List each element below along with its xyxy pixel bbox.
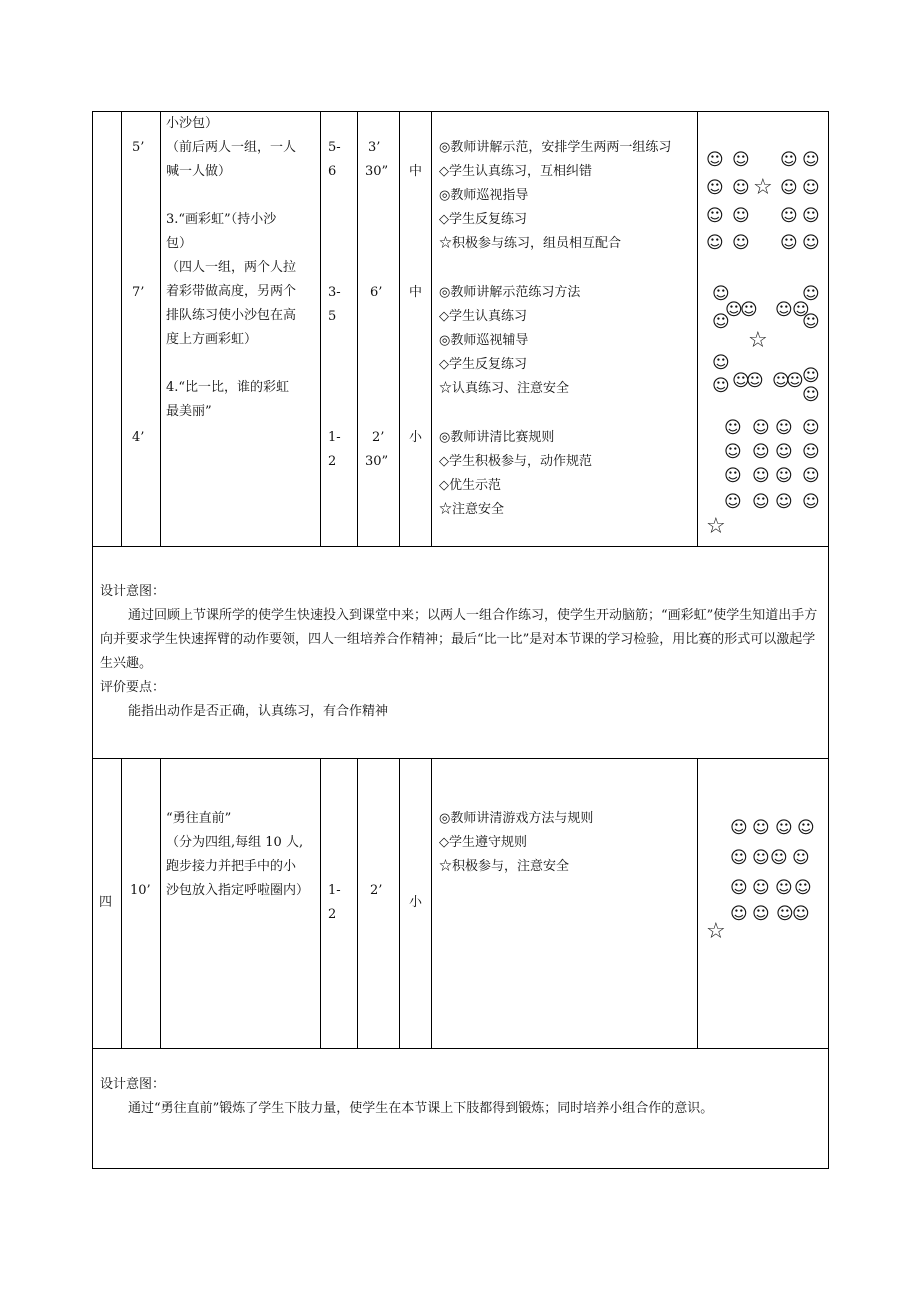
student-smiley-icon: ☺ xyxy=(802,366,820,386)
design-intent-label: 设计意图： xyxy=(100,584,166,599)
student-smiley-icon: ☺ xyxy=(712,376,730,396)
intensity-cell: 中 xyxy=(409,164,423,179)
student-smiley-icon: ☺ xyxy=(802,466,820,486)
student-smiley-icon: ☺ xyxy=(725,300,743,320)
section-number: 四 xyxy=(99,895,113,910)
student-smiley-icon: ☺ xyxy=(752,492,770,512)
student-smiley-icon: ☺ xyxy=(732,150,750,170)
content-cell: 小沙包） （前后两人一组，一人 喊一人做） 3.“画彩虹”（持小沙 包） （四人一组，两个人拉 着彩带做高度，另两个 排队练习使小沙包在高 度上方画彩虹） 4.“比一比，谁的彩虹 最美丽” xyxy=(166,116,297,419)
student-smiley-icon: ☺ xyxy=(786,371,804,391)
organization-line: ◇学生反复练习 xyxy=(439,212,527,227)
col-divider xyxy=(320,758,321,1048)
evaluation-text: 能指出动作是否正确，认真练习，有合作精神 xyxy=(128,704,389,719)
student-smiley-icon: ☺ xyxy=(724,492,742,512)
organization-line: ◇学生积极参与，动作规范 xyxy=(439,454,592,469)
col-divider xyxy=(431,111,432,546)
student-smiley-icon: ☺ xyxy=(730,878,748,898)
student-smiley-icon: ☺ xyxy=(792,904,810,924)
student-smiley-icon: ☺ xyxy=(752,466,770,486)
col-divider xyxy=(697,758,698,1048)
student-smiley-icon: ☺ xyxy=(730,848,748,868)
student-smiley-icon: ☺ xyxy=(740,300,758,320)
student-smiley-icon: ☺ xyxy=(706,150,724,170)
duration-cell: 2’ xyxy=(370,883,383,898)
col-divider xyxy=(320,111,321,546)
col-divider xyxy=(160,758,161,1048)
student-smiley-icon: ☺ xyxy=(780,178,798,198)
organization-line: ◎教师讲清游戏方法与规则 xyxy=(439,811,594,826)
organization-line: ☆积极参与练习，组员相互配合 xyxy=(439,236,622,251)
col-divider xyxy=(357,758,358,1048)
col-divider xyxy=(357,111,358,546)
student-smiley-icon: ☺ xyxy=(802,150,820,170)
organization-line: ◇学生遵守规则 xyxy=(439,835,527,850)
organization-line: ◇学生反复练习 xyxy=(439,357,527,372)
design-intent-text: 通过回顾上节课所学的使学生快速投入到课堂中来；以两人一组合作练习，使学生开动脑筋；“画彩虹”使学生知道出手方向并要求学生快速挥臂的动作要领，四人一组培养合作精神；最后“比一比”是对本节课的学习检验，用比赛的形式可以激起学生兴趣。 xyxy=(100,608,818,671)
intensity-cell: 小 xyxy=(409,430,423,445)
table-right-border xyxy=(828,111,829,1169)
design-intent-label: 设计意图： xyxy=(100,1077,166,1092)
student-smiley-icon: ☺ xyxy=(752,848,770,868)
student-smiley-icon: ☺ xyxy=(772,371,790,391)
student-smiley-icon: ☺ xyxy=(780,206,798,226)
duration-cell: 30” xyxy=(365,164,389,179)
organization-line: ◎教师讲清比赛规则 xyxy=(439,430,555,445)
reps-cell: 1- xyxy=(328,430,341,445)
student-smiley-icon: ☺ xyxy=(770,848,788,868)
teacher-star-icon: ☆ xyxy=(706,919,726,944)
student-smiley-icon: ☺ xyxy=(802,206,820,226)
col-divider xyxy=(399,111,400,546)
student-smiley-icon: ☺ xyxy=(706,233,724,253)
evaluation-label: 评价要点： xyxy=(100,680,166,695)
reps-cell: 5- xyxy=(328,140,341,155)
row-divider-2 xyxy=(92,758,829,759)
table-bottom-border xyxy=(92,1168,829,1169)
organization-line: ☆认真练习、注意安全 xyxy=(439,381,570,396)
student-smiley-icon: ☺ xyxy=(706,178,724,198)
student-smiley-icon: ☺ xyxy=(724,442,742,462)
student-smiley-icon: ☺ xyxy=(802,492,820,512)
student-smiley-icon: ☺ xyxy=(802,312,820,332)
student-smiley-icon: ☺ xyxy=(712,284,730,304)
time-cell: 10’ xyxy=(130,883,151,898)
col-divider xyxy=(121,758,122,1048)
student-smiley-icon: ☺ xyxy=(752,442,770,462)
teacher-star-icon: ☆ xyxy=(753,175,773,200)
row-divider-1 xyxy=(92,546,829,547)
organization-line: ☆注意安全 xyxy=(439,502,505,517)
student-smiley-icon: ☺ xyxy=(732,206,750,226)
student-smiley-icon: ☺ xyxy=(775,466,793,486)
row-divider-3 xyxy=(92,1048,829,1049)
student-smiley-icon: ☺ xyxy=(797,818,815,838)
student-smiley-icon: ☺ xyxy=(802,233,820,253)
time-cell: 4’ xyxy=(132,430,145,445)
student-smiley-icon: ☺ xyxy=(802,385,820,405)
reps-cell: 5 xyxy=(328,309,337,324)
design-intent-text: 通过“勇往直前”锻炼了学生下肢力量，使学生在本节课上下肢都得到锻炼；同时培养小组合作的意识。 xyxy=(128,1101,714,1116)
reps-cell: 2 xyxy=(328,907,337,922)
student-smiley-icon: ☺ xyxy=(732,178,750,198)
student-smiley-icon: ☺ xyxy=(775,300,793,320)
teacher-star-icon: ☆ xyxy=(706,514,726,539)
duration-cell: 30” xyxy=(365,454,389,469)
student-smiley-icon: ☺ xyxy=(730,818,748,838)
duration-cell: 2’ xyxy=(372,430,385,445)
student-smiley-icon: ☺ xyxy=(775,442,793,462)
student-smiley-icon: ☺ xyxy=(802,418,820,438)
organization-line: ◇学生认真练习 xyxy=(439,309,527,324)
duration-cell: 6’ xyxy=(370,285,383,300)
student-smiley-icon: ☺ xyxy=(712,353,730,373)
student-smiley-icon: ☺ xyxy=(775,818,793,838)
student-smiley-icon: ☺ xyxy=(802,284,820,304)
organization-line: ◎教师巡视辅导 xyxy=(439,333,529,348)
student-smiley-icon: ☺ xyxy=(775,492,793,512)
organization-line: ◇优生示范 xyxy=(439,478,501,493)
duration-cell: 3’ xyxy=(368,140,381,155)
student-smiley-icon: ☺ xyxy=(732,233,750,253)
reps-cell: 3- xyxy=(328,285,341,300)
time-cell: 7’ xyxy=(132,285,145,300)
student-smiley-icon: ☺ xyxy=(724,418,742,438)
student-smiley-icon: ☺ xyxy=(712,312,730,332)
reps-cell: 6 xyxy=(328,164,337,179)
student-smiley-icon: ☺ xyxy=(792,848,810,868)
student-smiley-icon: ☺ xyxy=(752,818,770,838)
student-smiley-icon: ☺ xyxy=(780,150,798,170)
student-smiley-icon: ☺ xyxy=(780,233,798,253)
intensity-cell: 中 xyxy=(409,285,423,300)
student-smiley-icon: ☺ xyxy=(730,904,748,924)
student-smiley-icon: ☺ xyxy=(752,418,770,438)
reps-cell: 2 xyxy=(328,454,337,469)
content-cell: “勇往直前” （分为四组,每组 10 人, 跑步接力并把手中的小 沙包放入指定呼啦圈内） xyxy=(166,811,310,898)
organization-line: ◇学生认真练习，互相纠错 xyxy=(439,164,592,179)
organization-line: ◎教师讲解示范，安排学生两两一组练习 xyxy=(439,140,672,155)
student-smiley-icon: ☺ xyxy=(706,206,724,226)
student-smiley-icon: ☺ xyxy=(775,878,793,898)
student-smiley-icon: ☺ xyxy=(792,300,810,320)
student-smiley-icon: ☺ xyxy=(746,371,764,391)
col-divider xyxy=(399,758,400,1048)
student-smiley-icon: ☺ xyxy=(775,418,793,438)
student-smiley-icon: ☺ xyxy=(752,878,770,898)
intensity-cell: 小 xyxy=(409,895,423,910)
student-smiley-icon: ☺ xyxy=(752,904,770,924)
student-smiley-icon: ☺ xyxy=(732,371,750,391)
student-smiley-icon: ☺ xyxy=(802,178,820,198)
table-left-border xyxy=(92,111,93,1169)
organization-line: ◎教师讲解示范练习方法 xyxy=(439,285,581,300)
col-divider xyxy=(697,111,698,546)
col-divider xyxy=(431,758,432,1048)
student-smiley-icon: ☺ xyxy=(794,878,812,898)
organization-line: ◎教师巡视指导 xyxy=(439,188,529,203)
organization-line: ☆积极参与，注意安全 xyxy=(439,859,570,874)
teacher-star-icon: ☆ xyxy=(748,328,768,353)
student-smiley-icon: ☺ xyxy=(776,904,794,924)
student-smiley-icon: ☺ xyxy=(724,466,742,486)
col-divider xyxy=(121,111,122,546)
col-divider xyxy=(160,111,161,546)
student-smiley-icon: ☺ xyxy=(802,442,820,462)
time-cell: 5’ xyxy=(132,140,145,155)
reps-cell: 1- xyxy=(328,883,341,898)
